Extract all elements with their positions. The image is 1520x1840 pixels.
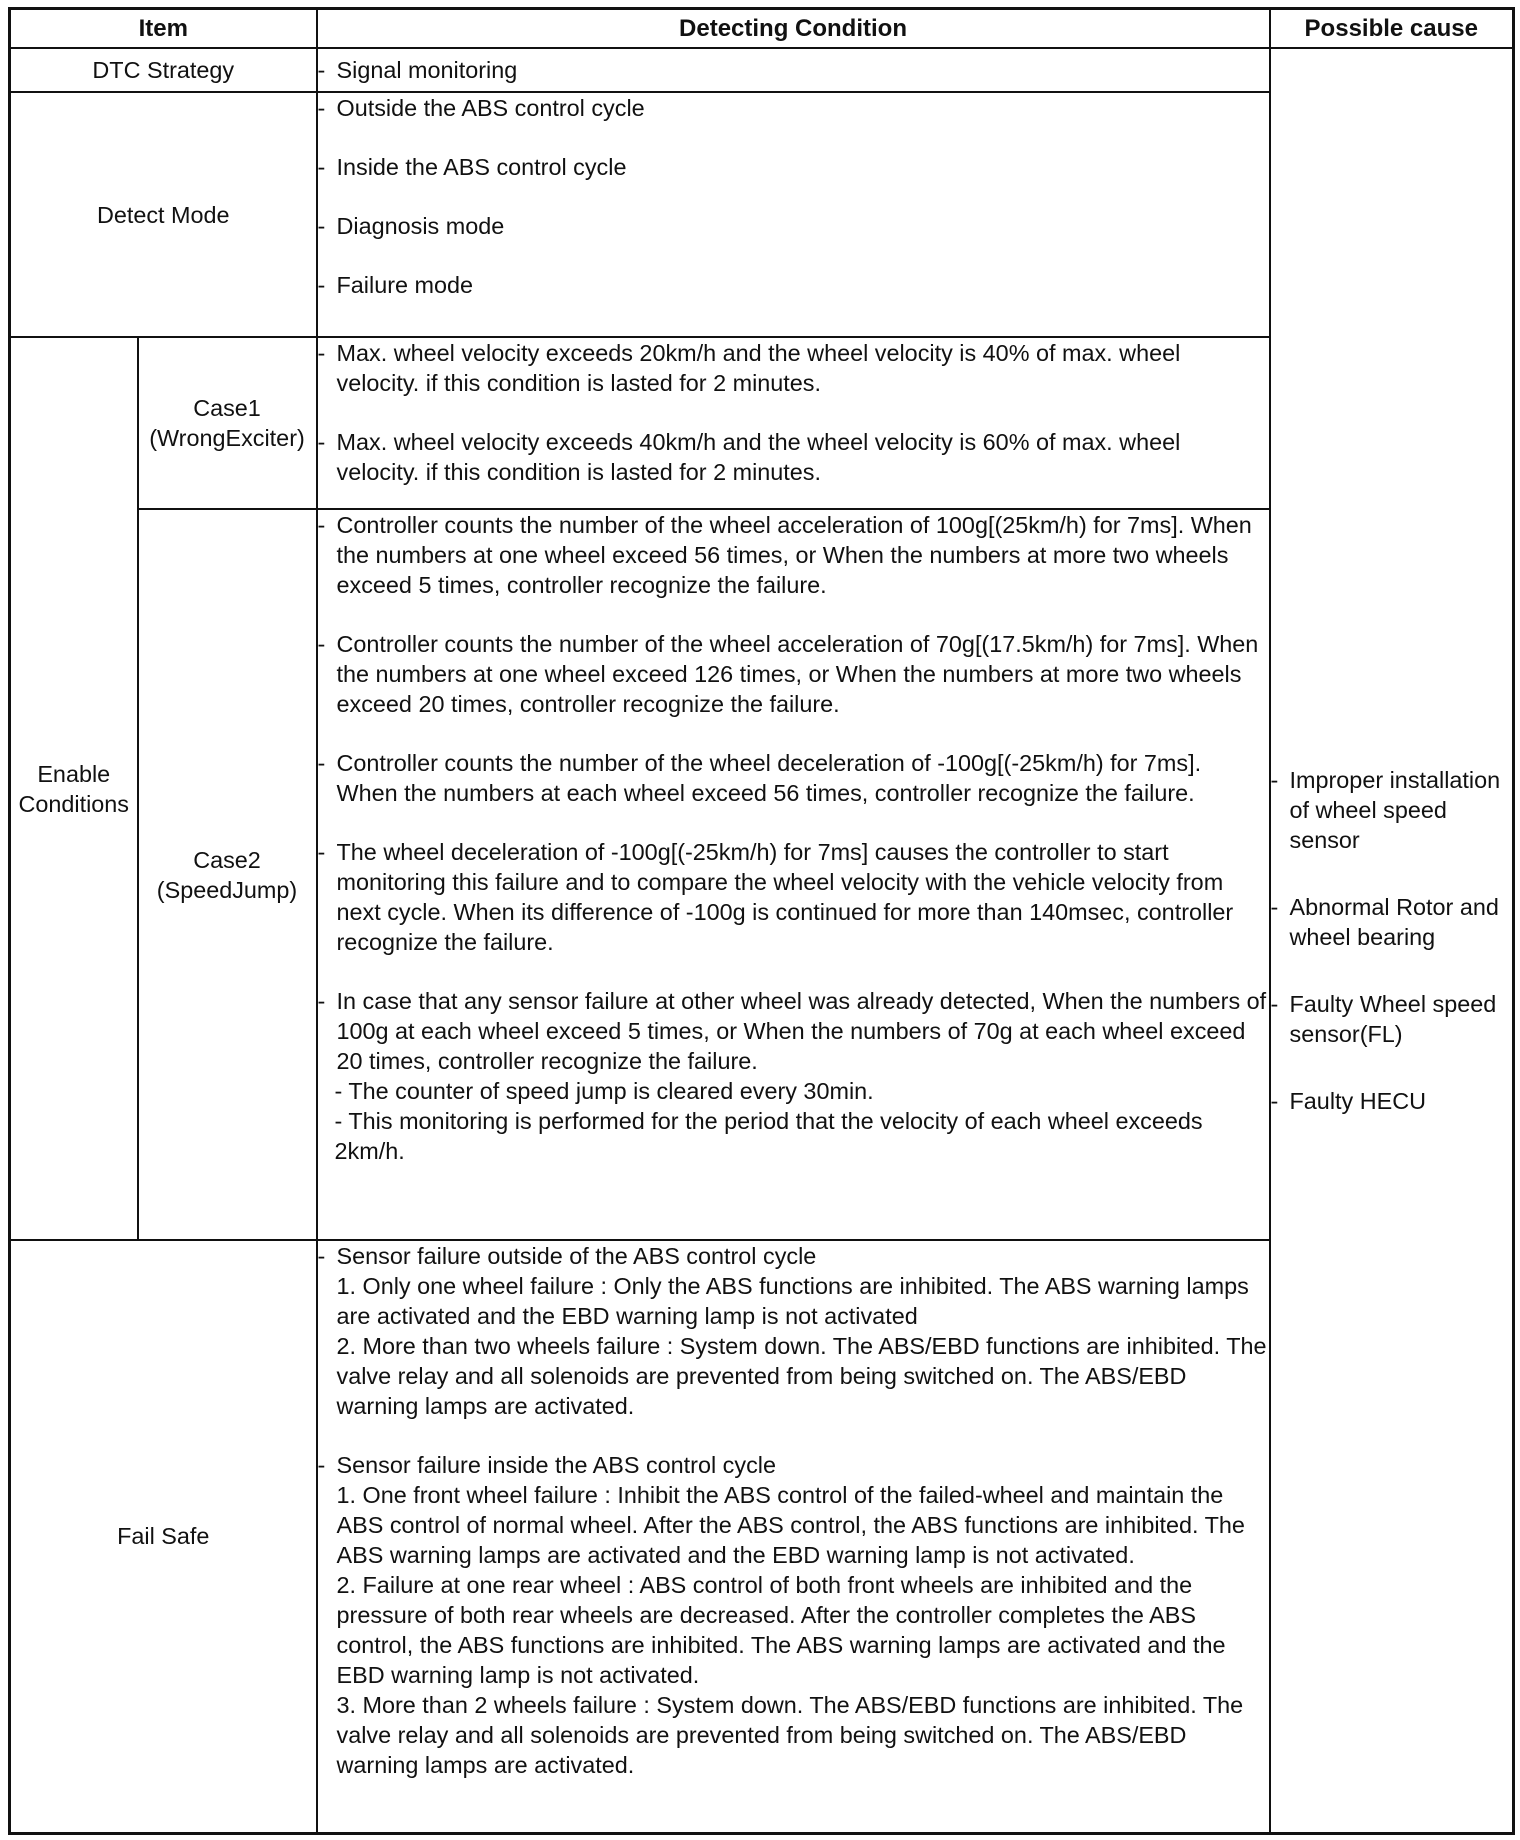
detect-mode-item: Outside the ABS control cycle — [336, 95, 645, 121]
enable-conditions-label: Enable Conditions — [10, 337, 138, 1240]
row-fail-safe: Fail Safe - Sensor failure outside of the ABS control cycle 1. Only one wheel failure : Only the ABS functions are inhibited. The ABS warning lamps are activated and the EBD warning lamp is not activated 2. More than two wheels failure : System down. The ABS/EBD functions are inhibited. The valve relay and all solenoids are prevented from being switched on. The ABS/EBD warning lamps are activated. - Sensor failure inside the ABS control cycle 1. One front wheel failure : Inhibit the ABS control of the failed-wheel and maintain the ABS control of normal wheel. After the ABS control, the ABS functions are inhibited. The ABS warning lamps are activated and the EBD warning lamp is not activated. 2. Failure at one rear wheel : ABS control of both front wheels are inhibited and the pressure of both rear wheels are decreased. After the controller completes the ABS control, the ABS functions are inhibited. The ABS warning lamps are activated and the EBD warning lamp is not activated. 3. More than 2 wheels failure : System down. The ABS/EBD functions are inhibited. The valve relay and all solenoids are prevented from being switched on. The ABS/EBD warning lamps are activated. — [10, 1240, 1514, 1833]
fail-safe-outside-title: Sensor failure outside of the ABS control cycle — [336, 1243, 817, 1269]
diagnostic-table — [8, 7, 1515, 1835]
fail-safe-line: 1. One front wheel failure : Inhibit the ABS control of the failed-wheel and maintain the ABS control of normal wheel. After the ABS control, the ABS functions are inhibited. The ABS warning lamps are activated and the EBD warning lamp is not activated. — [336, 1482, 1245, 1568]
case1-item: Max. wheel velocity exceeds 40km/h and the wheel velocity is 60% of max. wheel velocity. if this condition is lasted for 2 minutes. — [336, 429, 1181, 485]
case1-label: Case1 (WrongExciter) — [138, 337, 317, 509]
row-case1: Enable Conditions Case1 (WrongExciter) - Max. wheel velocity exceeds 20km/h and the wheel velocity is 40% of max. wheel velocity. if this condition is lasted for 2 minutes. - Max. wheel velocity exceeds 40km/h and the wheel velocity is 60% of max. wheel velocity. if this condition is lasted for 2 minutes. — [10, 337, 1514, 509]
dtc-strategy-label: DTC Strategy — [10, 48, 317, 92]
cause-item: Faulty Wheel speed sensor(FL) — [1289, 990, 1497, 1047]
detect-mode-item: Failure mode — [336, 272, 474, 298]
case2-item: Controller counts the number of the wheel acceleration of 100g[(25km/h) for 7ms]. When the numbers at one wheel exceed 56 times, or When the numbers at more two wheels exceed 5 times, controller recognize the failure. — [336, 512, 1252, 598]
possible-cause-cell: - Improper installation of wheel speed sensor - Abnormal Rotor and wheel bearing - Faulty Wheel speed sensor(FL) - Faulty HECU — [1270, 48, 1514, 1833]
case2-label: Case2 (SpeedJump) — [138, 509, 317, 1240]
detect-mode-label: Detect Mode — [10, 92, 317, 337]
fail-safe-line: 3. More than 2 wheels failure : System down. The ABS/EBD functions are inhibited. The valve relay and all solenoids are prevented from being switched on. The ABS/EBD warning lamps are activated. — [336, 1692, 1244, 1778]
header-cause: Possible cause — [1270, 9, 1514, 49]
fail-safe-line: 2. More than two wheels failure : System down. The ABS/EBD functions are inhibited. The valve relay and all solenoids are prevented from being switched on. The ABS/EBD warning lamps are activated. — [336, 1333, 1267, 1419]
row-detect-mode: Detect Mode - Outside the ABS control cycle - Inside the ABS control cycle - Diagnosis mode - Failure mode — [10, 92, 1514, 337]
case2-item: Controller counts the number of the wheel acceleration of 70g[(17.5km/h) for 7ms]. When the numbers at one wheel exceed 126 times, or When the numbers at more two wheels exceed 20 times, controller recognize the failure. — [336, 631, 1259, 717]
header-item: Item — [10, 9, 317, 49]
case2-sub-item: - The counter of speed jump is cleared every 30min. — [334, 1078, 874, 1104]
cause-item: Abnormal Rotor and wheel bearing — [1289, 893, 1499, 950]
fail-safe-inside-title: Sensor failure inside the ABS control cycle — [336, 1452, 776, 1478]
row-dtc-strategy: DTC Strategy - Signal monitoring - Improper installation of wheel speed sensor - Abnormal Rotor and wheel bearing - Faulty Wheel speed sensor(FL) - Faulty HECU — [10, 48, 1514, 92]
dtc-strategy-condition: Signal monitoring — [336, 57, 518, 83]
fail-safe-line: 1. Only one wheel failure : Only the ABS functions are inhibited. The ABS warning lamps are activated and the EBD warning lamp is not activated — [336, 1273, 1249, 1329]
case2-item: In case that any sensor failure at other wheel was already detected, When the numbers of 100g at each wheel exceed 5 times, or When the numbers of 70g at each wheel exceed 20 times, controller recognize the failure. — [336, 988, 1267, 1074]
detect-mode-item: Diagnosis mode — [336, 213, 505, 239]
fail-safe-line: 2. Failure at one rear wheel : ABS control of both front wheels are inhibited and the pressure of both rear wheels are decreased. After the controller completes the ABS control, the ABS functions are inhibited. The ABS warning lamps are activated and the EBD warning lamp is not activated. — [336, 1572, 1226, 1688]
cause-item: Faulty HECU — [1289, 1087, 1426, 1114]
header-row — [10, 9, 1514, 49]
header-condition: Detecting Condition — [317, 9, 1270, 49]
fail-safe-label: Fail Safe — [10, 1240, 317, 1833]
case2-item: Controller counts the number of the wheel deceleration of -100g[(-25km/h) for 7ms]. When the numbers at each wheel exceed 56 times, controller recognize the failure. — [336, 750, 1202, 806]
case2-item: The wheel deceleration of -100g[(-25km/h) for 7ms] causes the controller to start monitoring this failure and to compare the wheel velocity with the vehicle velocity from next cycle. When its difference of -100g is continued for more than 140msec, controller recognize the failure. — [336, 839, 1234, 955]
cause-item: Improper installation of wheel speed sensor — [1289, 766, 1501, 853]
row-case2: Case2 (SpeedJump) - Controller counts the number of the wheel acceleration of 100g[(25km/h) for 7ms]. When the numbers at one wheel exceed 56 times, or When the numbers at more two wheels exceed 5 times, controller recognize the failure. - Controller counts the number of the wheel acceleration of 70g[(17.5km/h) for 7ms]. When the numbers at one wheel exceed 126 times, or When the numbers at more two wheels exceed 20 times, controller recognize the failure. - Controller counts the number of the wheel deceleration of -100g[(-25km/h) for 7ms]. When the numbers at each wheel exceed 56 times, controller recognize the failure. - The wheel deceleration of -100g[(-25km/h) for 7ms] causes the controller to start monitoring this failure and to compare the wheel velocity with the vehicle velocity from next cycle. When its difference of -100g is continued for more than 140msec, controller recognize the failure. - In case that any sensor failure at other wheel was already detected, When the numbers of 100g at each wheel exceed 5 times, or When the numbers of 70g at each wheel exceed 20 times, controller recognize the failure. - The counter of speed jump is cleared every 30min. - This monitoring is performed for the period that the velocity of each wheel exceeds 2km/h. — [10, 509, 1514, 1240]
detect-mode-item: Inside the ABS control cycle — [336, 154, 627, 180]
case1-item: Max. wheel velocity exceeds 20km/h and the wheel velocity is 40% of max. wheel velocity. if this condition is lasted for 2 minutes. — [336, 340, 1181, 396]
case2-sub-item: - This monitoring is performed for the period that the velocity of each wheel exceeds 2km/h. — [334, 1108, 1203, 1164]
